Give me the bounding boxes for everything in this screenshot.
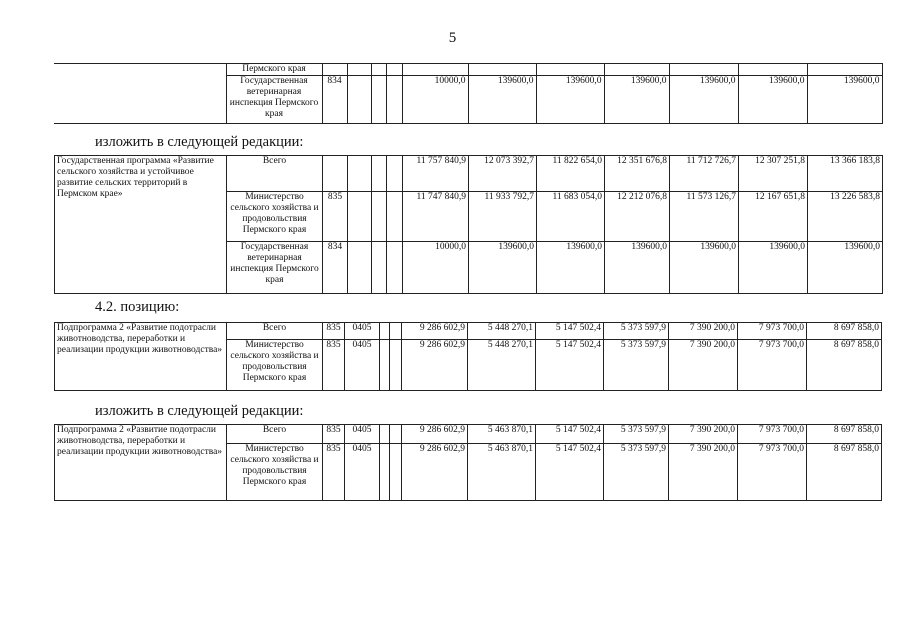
heading-new-edition-1: изложить в следующей редакции: — [95, 134, 304, 150]
value-cell: 139600,0 — [738, 76, 807, 124]
value-cell: 10000,0 — [402, 76, 468, 124]
value-cell: 7 973 700,0 — [738, 323, 807, 340]
value-cell: 12 307 251,8 — [739, 156, 808, 192]
value-cell: 9 286 602,9 — [402, 340, 468, 391]
value-cell: 139600,0 — [536, 76, 604, 124]
entity-cell: Всего — [227, 425, 323, 444]
value-cell: 7 390 200,0 — [669, 323, 738, 340]
value-cell: 139600,0 — [537, 242, 605, 294]
value-cell: 5 147 502,4 — [536, 340, 604, 391]
entity-cell: Министерство сельского хозяйства и продовольствия Пермского края — [227, 444, 323, 501]
code-cell: 835 — [323, 425, 345, 444]
value-cell: 13 226 583,8 — [808, 192, 883, 242]
page-number: 5 — [448, 30, 457, 46]
value-cell: 139600,0 — [604, 76, 669, 124]
value-cell: 139600,0 — [739, 242, 808, 294]
value-cell: 139600,0 — [669, 76, 738, 124]
value-cell: 12 167 651,8 — [739, 192, 808, 242]
entity-cell: Пермского края — [226, 64, 322, 76]
value-cell: 7 973 700,0 — [738, 425, 807, 444]
value-cell: 5 147 502,4 — [536, 323, 604, 340]
table-row — [55, 156, 883, 192]
entity-cell: Всего — [227, 156, 323, 192]
code-cell: 834 — [322, 76, 347, 124]
value-cell: 139600,0 — [808, 242, 883, 294]
value-cell: 5 373 597,9 — [604, 323, 669, 340]
section-cell: 0405 — [345, 323, 380, 340]
entity-cell: Министерство сельского хозяйства и продовольствия Пермского края — [227, 192, 323, 242]
table-row — [55, 425, 882, 444]
value-cell: 7 973 700,0 — [738, 444, 807, 501]
table-subprogram-current — [54, 322, 882, 391]
value-cell: 8 697 858,0 — [807, 340, 882, 391]
table-subprogram-new — [54, 424, 882, 501]
value-cell: 7 390 200,0 — [669, 425, 738, 444]
section-cell: 0405 — [345, 340, 380, 391]
value-cell: 8 697 858,0 — [807, 425, 882, 444]
value-cell: 11 712 726,7 — [670, 156, 739, 192]
table-row — [55, 323, 882, 340]
value-cell: 5 373 597,9 — [604, 340, 669, 391]
value-cell: 11 933 792,7 — [469, 192, 537, 242]
value-cell: 8 697 858,0 — [807, 444, 882, 501]
program-name-cell: Подпрограмма 2 «Развитие подотрасли животноводства, переработки и реализации продукции животноводства» — [55, 323, 227, 391]
value-cell: 5 147 502,4 — [536, 425, 604, 444]
code-cell: 835 — [323, 340, 345, 391]
entity-cell: Государственная ветеринарная инспекция Пермского края — [226, 76, 322, 124]
value-cell: 9 286 602,9 — [402, 323, 468, 340]
program-name-cell: Подпрограмма 2 «Развитие подотрасли животноводства, переработки и реализации продукции животноводства» — [55, 425, 227, 501]
table-fragment-top — [54, 63, 883, 124]
program-cell — [54, 64, 226, 124]
code-cell: 835 — [323, 444, 345, 501]
value-cell: 10000,0 — [403, 242, 469, 294]
value-cell: 139600,0 — [807, 76, 882, 124]
program-name-cell: Государственная программа «Развитие сельского хозяйства и устойчивое развитие сельских территорий в Пермском крае» — [55, 156, 227, 294]
value-cell: 8 697 858,0 — [807, 323, 882, 340]
table-program-new — [54, 155, 883, 294]
entity-cell: Всего — [227, 323, 323, 340]
value-cell: 5 448 270,1 — [468, 323, 536, 340]
code-cell: 834 — [323, 242, 348, 294]
value-cell: 9 286 602,9 — [402, 425, 468, 444]
value-cell: 11 822 654,0 — [537, 156, 605, 192]
value-cell: 5 448 270,1 — [468, 340, 536, 391]
value-cell: 5 147 502,4 — [536, 444, 604, 501]
section-cell: 0405 — [345, 444, 380, 501]
value-cell: 7 390 200,0 — [669, 444, 738, 501]
value-cell: 139600,0 — [670, 242, 739, 294]
value-cell: 13 366 183,8 — [808, 156, 883, 192]
value-cell: 7 973 700,0 — [738, 340, 807, 391]
value-cell: 11 573 126,7 — [670, 192, 739, 242]
value-cell: 7 390 200,0 — [669, 340, 738, 391]
heading-position: 4.2. позицию: — [95, 299, 180, 315]
value-cell: 5 463 870,1 — [468, 444, 536, 501]
value-cell: 139600,0 — [468, 76, 536, 124]
value-cell: 11 757 840,9 — [403, 156, 469, 192]
section-cell: 0405 — [345, 425, 380, 444]
code-cell: 835 — [323, 323, 345, 340]
value-cell: 5 373 597,9 — [604, 425, 669, 444]
value-cell: 12 073 392,7 — [469, 156, 537, 192]
value-cell: 9 286 602,9 — [402, 444, 468, 501]
code-cell: 835 — [323, 192, 348, 242]
entity-cell: Министерство сельского хозяйства и продовольствия Пермского края — [227, 340, 323, 391]
value-cell: 139600,0 — [469, 242, 537, 294]
value-cell: 139600,0 — [605, 242, 670, 294]
table-row — [54, 64, 882, 76]
entity-cell: Государственная ветеринарная инспекция Пермского края — [227, 242, 323, 294]
value-cell: 5 463 870,1 — [468, 425, 536, 444]
value-cell: 12 351 676,8 — [605, 156, 670, 192]
value-cell: 12 212 076,8 — [605, 192, 670, 242]
heading-new-edition-2: изложить в следующей редакции: — [95, 403, 304, 419]
value-cell: 11 747 840,9 — [403, 192, 469, 242]
value-cell: 11 683 054,0 — [537, 192, 605, 242]
value-cell: 5 373 597,9 — [604, 444, 669, 501]
